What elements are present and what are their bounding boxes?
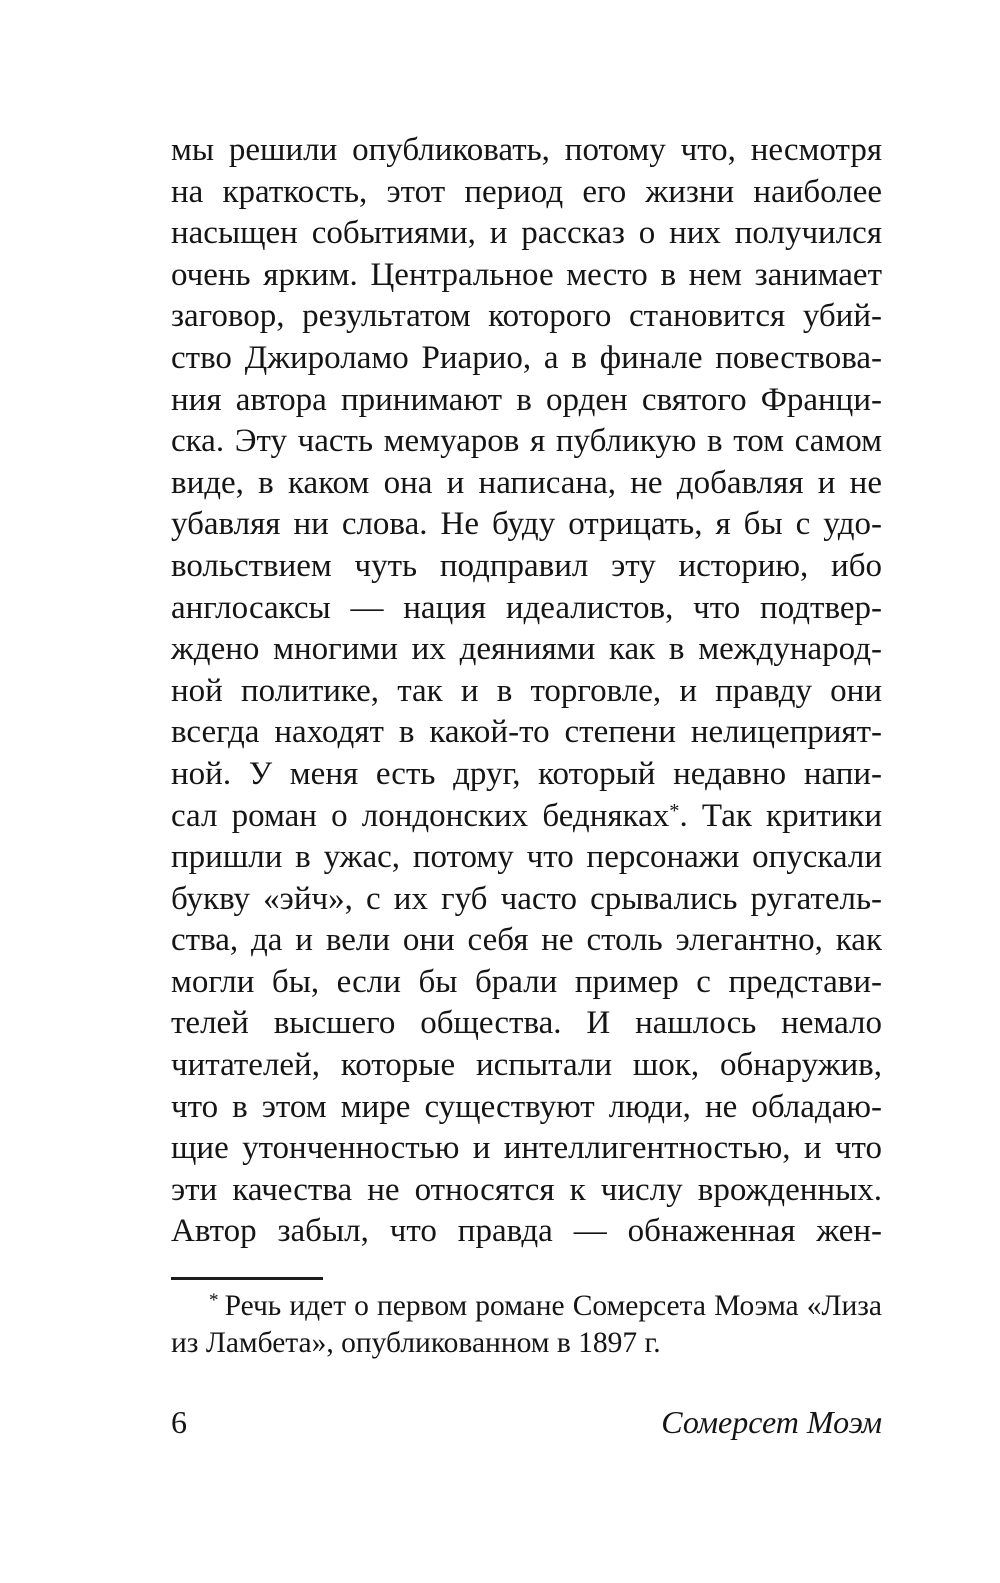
body-line: читателей, которые испытали шок, обнаружив, <box>171 1047 882 1084</box>
body-line: сал роман о лондонских бедняках*. Так критики <box>171 797 883 834</box>
body-line: на краткость, этот период его жизни наиболее <box>171 173 882 210</box>
body-line: эти качества не относятся к числу врожденных. <box>171 1171 882 1208</box>
footnote-line <box>171 1325 882 1362</box>
body-line: насыщен событиями, и рассказ о них получился <box>171 215 882 252</box>
footnote <box>171 1288 882 1362</box>
body-text <box>171 130 882 1253</box>
body-line: ной политике, так и в торговле, и правду они <box>171 672 882 709</box>
footnote-separator <box>171 1277 323 1280</box>
body-line: щие утонченностью и интеллигентностью, и что <box>171 1130 882 1167</box>
body-line: Автор забыл, что правда — обнаженная жен- <box>171 1213 882 1250</box>
body-line: телей высшего общества. И нашлось немало <box>171 1005 882 1042</box>
body-line: ния автора принимают в орден святого Франци- <box>171 381 882 418</box>
body-line: ной. У меня есть друг, который недавно напи- <box>171 755 882 792</box>
body-line: букву «эйч», с их губ часто срывались ругатель- <box>171 880 882 917</box>
body-line: ства, да и вели они себя не столь элегантно, как <box>171 922 882 959</box>
body-line: ство Джироламо Риарио, а в финале повествова- <box>171 339 882 376</box>
body-line: убавляя ни слова. Не буду отрицать, я бы с удо- <box>171 506 882 543</box>
footnote-ref-marker: * <box>669 799 680 822</box>
footnote-text: из Ламбета», опубликованном в 1897 г. <box>171 1327 661 1359</box>
body-line: заговор, результатом которого становится убий- <box>171 298 882 335</box>
body-line: что в этом мире существуют люди, не обладаю- <box>171 1088 882 1125</box>
body-line: ждено многими их деяниями как в международ- <box>171 631 882 668</box>
body-line: пришли в ужас, потому что персонажи опускали <box>171 839 882 876</box>
footnote-marker: * <box>209 1290 219 1312</box>
body-line: англосаксы — нация идеалистов, что подтвер- <box>171 589 882 626</box>
footnote-line <box>171 1288 882 1325</box>
body-line: могли бы, если бы брали пример с представи- <box>171 963 882 1000</box>
page-number: 6 <box>171 1404 187 1440</box>
body-line: ска. Эту часть мемуаров я публикую в том самом <box>171 423 882 460</box>
body-line: мы решили опубликовать, потому что, несмотря <box>171 132 882 168</box>
body-line: очень ярким. Центральное место в нем занимает <box>171 256 882 293</box>
footnote-text: Речь идет о первом романе Сомерсета Моэма «Лиза <box>224 1290 882 1322</box>
body-line: вольствием чуть подправил эту историю, ибо <box>171 547 882 584</box>
body-line: виде, в каком она и написана, не добавляя и не <box>171 464 882 501</box>
page-footer <box>171 1403 882 1441</box>
body-line: всегда находят в какой-то степени нелицеприят- <box>171 714 882 751</box>
running-title: Сомерсет Моэм <box>661 1404 882 1440</box>
